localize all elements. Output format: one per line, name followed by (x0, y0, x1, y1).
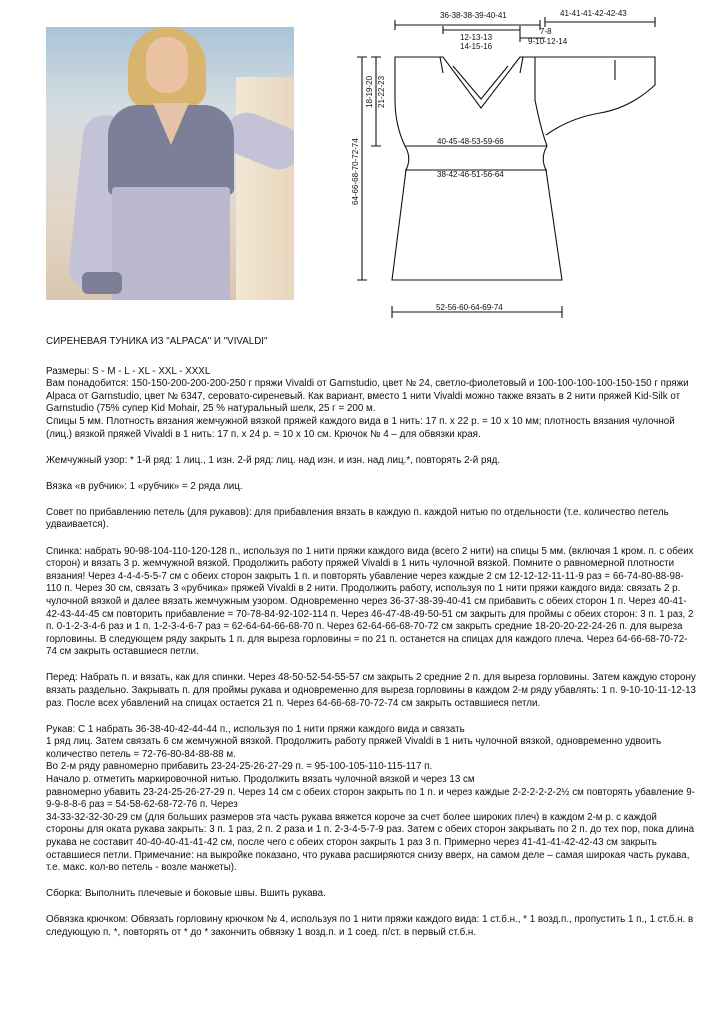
neck-line (453, 66, 508, 99)
sleeve-line: Начало р. отметить маркировочной нитью. Продолжить вязать чулочной вязкой и через 13 см (46, 774, 475, 786)
pattern-instructions (46, 336, 696, 953)
doc-gauge: Спицы 5 мм. Плотность вязания жемчужной вязкой пряжей каждого вида в 1 нить: 17 п. х 22 р. = 10 х 10 мм; плотность вязания чулочной (лиц.) вязкой пряжей Vivaldi в 1 нить: 17 п. х 24 р. = 10 х 10 см. Крючок № 4 – для обвязки края. (46, 415, 675, 440)
sleeve-line: равномерно убавить 23-24-25-26-27-29 п. Через 14 см с обеих сторон закрыть по 1 п. и через каждые 2-2-2-2-2-2½ см повторять убавление 9-9-9-8-8-6 раз = 54-58-62-68-72-76 п. Через (46, 786, 695, 811)
label-armhole-2: 21-22-23 (377, 75, 386, 108)
label-sleeve-top: 41-41-41-42-42-43 (560, 9, 627, 18)
doc-sizes: Размеры: S - M - L - XL - XXL - XXXL (46, 365, 211, 377)
doc-assembly: Сборка: Выполнить плечевые и боковые швы. Вшить рукава. (46, 888, 326, 900)
doc-title: СИРЕНЕВАЯ ТУНИКА ИЗ "ALPACA" И "VIVALDI" (46, 336, 268, 347)
label-waist-width: 38-42-46-51-56-64 (437, 170, 504, 179)
sleeve-line: Рукав: С 1 набрать 36-38-40-42-44-44 п., используя по 1 нити пряжи каждого вида и связать (46, 723, 465, 735)
label-cuff-1: 7-8 (540, 27, 552, 36)
doc-sleeve (46, 724, 696, 875)
label-total-length: 64-66-68-70-72-74 (351, 138, 360, 205)
label-armhole-1: 18-19-20 (365, 75, 374, 108)
label-bottom-width: 52-56-60-64-69-74 (436, 303, 503, 312)
label-neck-width-1: 12-13-13 (460, 33, 493, 42)
sleeve-dimension-line (545, 17, 655, 27)
doc-front: Перед: Набрать п. и вязать, как для спинки. Через 48-50-52-54-55-57 см закрыть 2 средние 2 п. для выреза горловины. Затем каждую сторону вязать раздельно. Закрывать п. для проймы рукава и одновременно для выреза горловины в каждом 2-м ряду убавлять: 1 п. 9-10-10-11-12-13 раз. После всех убавлений на спицах остается 21 п. Через 64-66-68-70-72-74 см закрыть оставшиеся петли. (46, 672, 696, 709)
doc-pearl-pattern: Жемчужный узор: * 1-й ряд: 1 лиц., 1 изн. 2-й ряд: лиц. над изн. и изн. над лиц.*, повторять 2-й ряд. (46, 454, 501, 466)
label-cuff-2: 9-10-12-14 (528, 37, 568, 46)
doc-back: Спинка: набрать 90-98-104-110-120-128 п., используя по 1 нити пряжи каждого вида (всего 2 нити) на спицы 5 мм. (включая 1 кром. п. с обеих сторон) и вязать 3 р. жемчужной вязкой. Продолжить работу пряжей Vivaldi в 1 нить чулочной вязкой. Помните о равномерной плотности вязания! Через 4-4-4-5-5-7 см с обеих сторон закрыть 1 п. и повторять убавление через каждые 2 см 12-12-12-11-11-9 раз = 66-74-80-88-98-110 п. Через 30 см, связать 3 «рубчика» пряжей Vivaldi в 2 нити. Продолжить работу, используя по 1 нити пряжи каждого вида: связать 2 р. чулочной вязкой и далее вязать жемчужным узором. Одновременно через 36-37-38-39-40-41 см прибавить с обеих сторон 1 п. Через 40-41-42-43-44-45 см повторить прибавление = 70-78-84-92-102-114 п. Через 46-47-48-49-50-51 см закрыть для проймы с обеих сторон: 3 п. 1 раз, 2 п. 0-1-2-3-4-6 раз и 1 п. 1-2-3-4-6-7 раз = 62-64-64-66-68-70 п. Через 62-64-66-68-70-72 см закрыть средние 18-20-20-22-24-26 п. для выреза горловины. В следующем ряду закрыть 1 п. для выреза горловины = по 21 п. останется на спицах для каждого плеча. Через 64-66-68-70-72-74 см закрыть оставшиеся петли. (46, 545, 694, 658)
top-dimension-line (395, 20, 540, 30)
label-neck-width-2: 14-15-16 (460, 42, 493, 51)
label-top-width: 36-38-38-39-40-41 (440, 11, 507, 20)
pattern-schematic (0, 0, 724, 330)
doc-tip: Совет по прибавлению петель (для рукавов): для прибавления вязать в каждую п. каждой нитью по отдельности (т.е. количество петель удваивается). (46, 506, 669, 531)
sleeve-line: Во 2-м ряду равномерно прибавить 23-24-25-26-27-29 п. = 95-100-105-110-115-117 п. (46, 761, 433, 773)
doc-garter: Вязка «в рубчик»: 1 «рубчик» = 2 ряда лиц. (46, 480, 243, 492)
label-bust-width: 40-45-48-53-59-66 (437, 137, 504, 146)
doc-materials: Вам понадобится: 150-150-200-200-200-250 г пряжи Vivaldi от Garnstudio, цвет № 24, светло-фиолетовый и 100-100-100-100-150-150 г пряжи Alpaca от Garnstudio, цвет № 6347, серовато-сиреневый. Как вариант, вместо 1 нити Vivaldi можно также вязать в 2 нити пряжей Kid-Silk от Garnstudio (75% супер Kid Mohair, 25 % натуральный шелк, 25 г = 200 м. (46, 378, 689, 415)
doc-crochet: Обвязка крючком: Обвязать горловину крючком № 4, используя по 1 нити пряжи каждого вида: 1 ст.б.н., * 1 возд.п., пропустить 1 п., 1 ст.б.н. в следующую п. *, повторять от * до * закончить обвязку 1 возд.п. и 1 соед. п/ст. в первый ст.б.н. (46, 914, 694, 938)
sleeve-line: 1 ряд лиц. Затем связать 6 см жемчужной вязкой. Продолжить работу пряжей Vivaldi в 1 нить чулочной вязкой, одновременно удвоить количество петель = 72-76-80-84-88-88 м. (46, 736, 662, 760)
body-outline (392, 57, 562, 280)
sleeve-line: 34-33-32-32-30-29 см (для больших размеров эта часть рукава вяжется короче за счет более широких плеч) в каждом 2-м р. с каждой стороны для оката рукава закрыть: 3 п. 1 раз, 2 п. 2 раза и 1 п. 2-3-4-5-7-9 раз. Затем с обеих сторон закрывать по 2 п. до тех пор, пока длина рукава не составит 40-40-40-41-41-42 см, после чего с обеих сторон закрыть 1 раз 3 п. Примерно через 41-41-41-42-42-43 см закрыть оставшиеся петли. Примечание: на выкройке показано, что рукава расширяются снизу вверх, на самом деле – самая широкая часть рукава, т.е. макс. кол-во петель - возле манжеты). (46, 811, 695, 874)
sleeve-outline (535, 57, 655, 135)
